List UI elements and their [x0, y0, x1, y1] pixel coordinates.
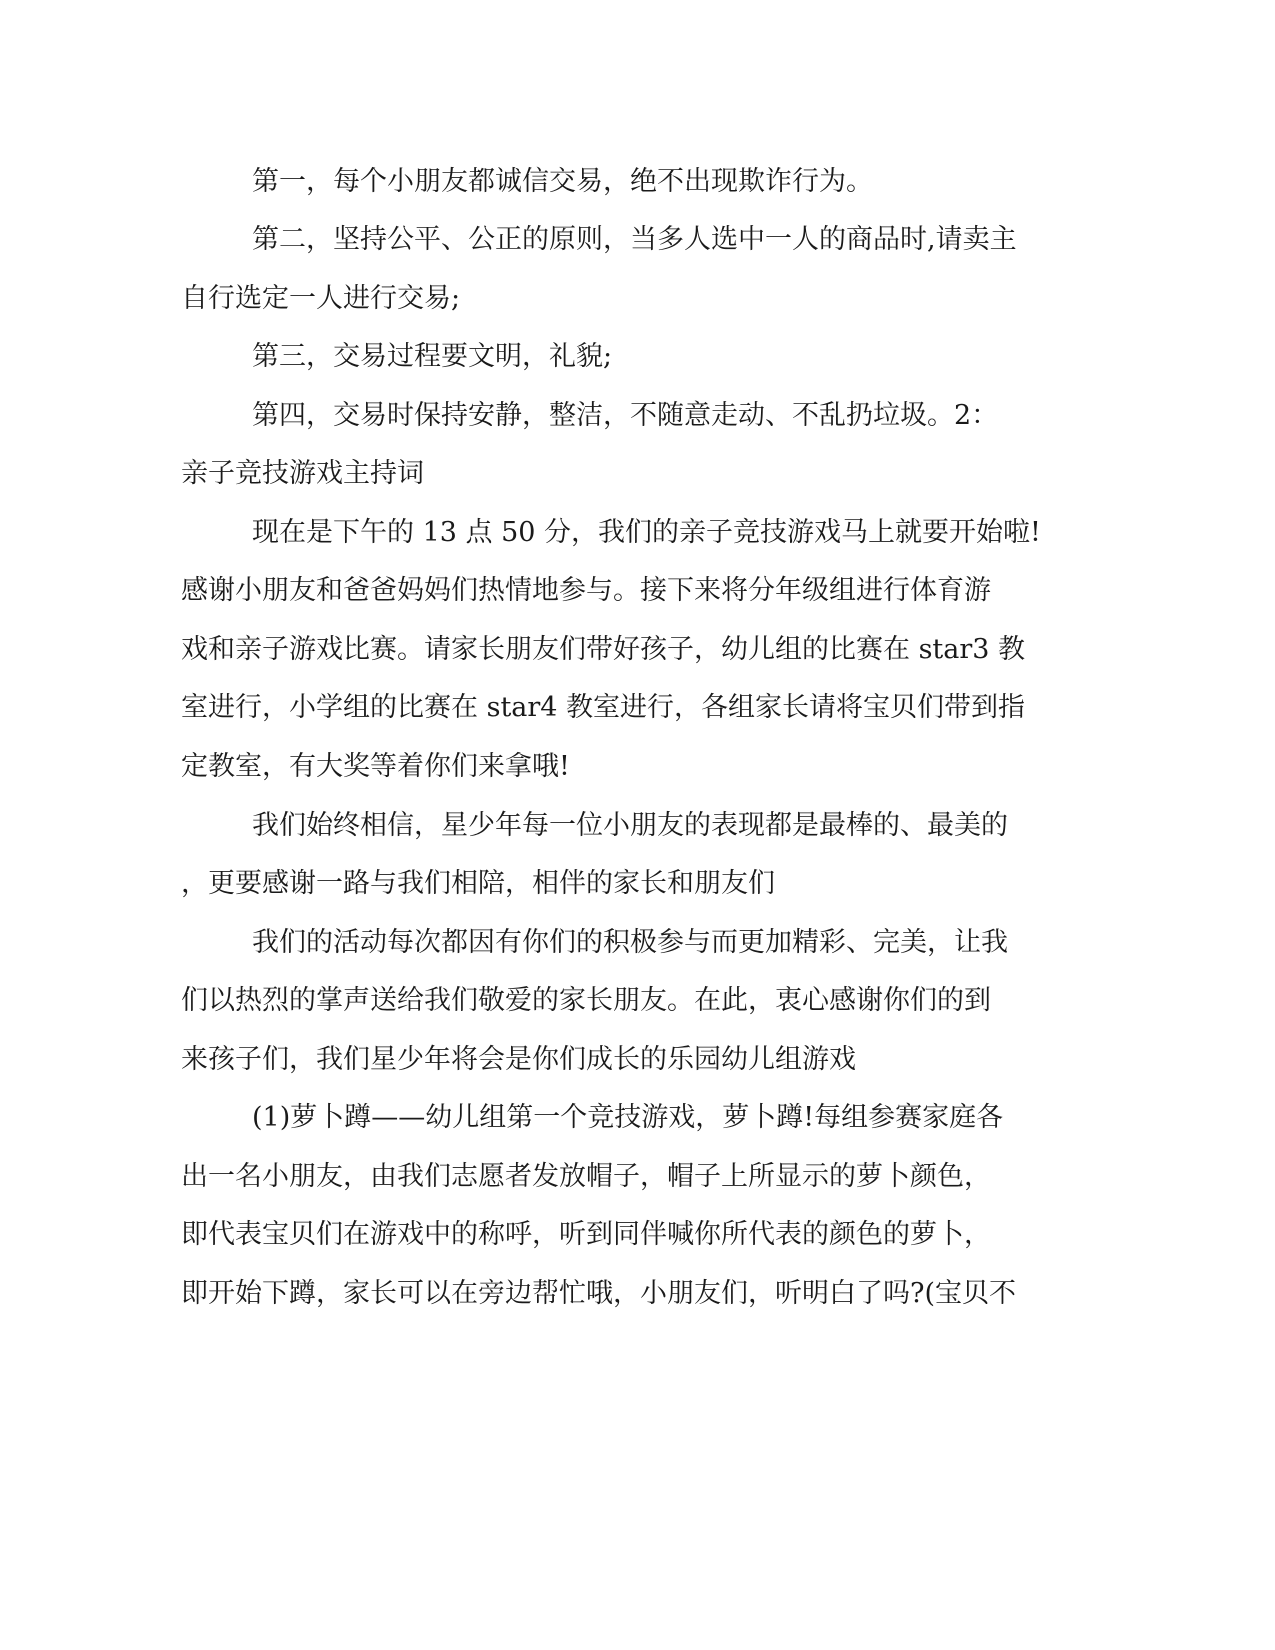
paragraph-3-line-1: 我们的活动每次都因有你们的积极参与而更加精彩、完美，让我	[252, 927, 1008, 958]
paragraph-4-line-4: 即开始下蹲，家长可以在旁边帮忙哦，小朋友们，听明白了吗?(宝贝不	[181, 1278, 1017, 1309]
paragraph-1-line-5: 定教室，有大奖等着你们来拿哦!	[181, 751, 570, 782]
paragraph-4-line-3: 即代表宝贝们在游戏中的称呼，听到同伴喊你所代表的颜色的萝卜，	[181, 1219, 991, 1250]
paragraph-3-line-3: 来孩子们，我们星少年将会是你们成长的乐园幼儿组游戏	[181, 1044, 856, 1075]
rule-4: 第四，交易时保持安静，整洁，不随意走动、不乱扔垃圾。2：	[252, 400, 999, 431]
paragraph-4-line-2: 出一名小朋友，由我们志愿者发放帽子，帽子上所显示的萝卜颜色，	[181, 1161, 991, 1192]
paragraph-1-line-3: 戏和亲子游戏比赛。请家长朋友们带好孩子，幼儿组的比赛在 star3 教	[181, 634, 1026, 665]
paragraph-1-line-1: 现在是下午的 13 点 50 分，我们的亲子竞技游戏马上就要开始啦!	[252, 517, 1041, 548]
rule-2: 第二，坚持公平、公正的原则，当多人选中一人的商品时,请卖主	[252, 224, 1017, 255]
rule-2-continued: 自行选定一人进行交易;	[181, 283, 461, 314]
paragraph-2-line-2: ，更要感谢一路与我们相陪，相伴的家长和朋友们	[181, 868, 775, 899]
rule-3: 第三，交易过程要文明，礼貌;	[252, 341, 613, 372]
paragraph-1-line-4: 室进行，小学组的比赛在 star4 教室进行，各组家长请将宝贝们带到指	[181, 692, 1026, 723]
section-heading: 亲子竞技游戏主持词	[181, 458, 424, 489]
paragraph-4-line-1: (1)萝卜蹲——幼儿组第一个竞技游戏，萝卜蹲!每组参赛家庭各	[252, 1102, 1004, 1133]
paragraph-3-line-2: 们以热烈的掌声送给我们敬爱的家长朋友。在此，衷心感谢你们的到	[181, 985, 991, 1016]
paragraph-2-line-1: 我们始终相信，星少年每一位小朋友的表现都是最棒的、最美的	[252, 810, 1008, 841]
rule-1: 第一，每个小朋友都诚信交易，绝不出现欺诈行为。	[252, 166, 873, 197]
paragraph-1-line-2: 感谢小朋友和爸爸妈妈们热情地参与。接下来将分年级组进行体育游	[181, 575, 991, 606]
